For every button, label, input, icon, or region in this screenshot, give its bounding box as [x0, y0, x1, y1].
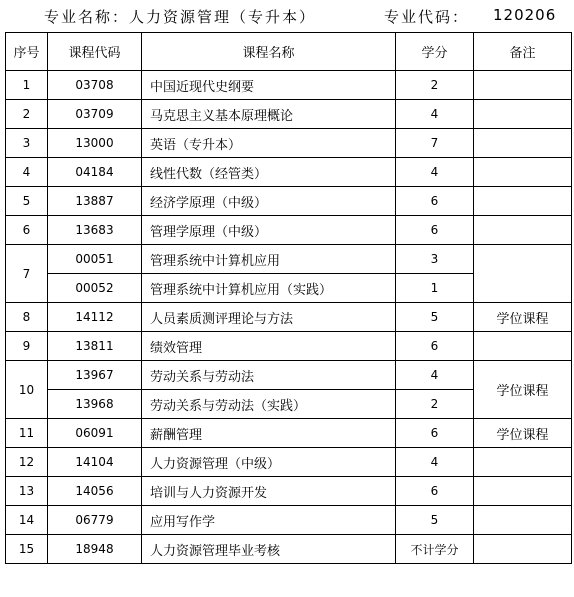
table-row: [6, 535, 572, 564]
course-name: 中国近现代史纲要: [142, 71, 396, 100]
course-name: 管理系统中计算机应用（实践）: [142, 274, 396, 303]
course-credit: 5: [396, 303, 474, 332]
course-code: 13683: [48, 216, 142, 245]
course-name: 劳动关系与劳动法: [142, 361, 396, 390]
course-code: 00051: [48, 245, 142, 274]
course-credit: 2: [396, 390, 474, 419]
course-credit: 4: [396, 100, 474, 129]
course-credit: 7: [396, 129, 474, 158]
row-number: 3: [6, 129, 48, 158]
course-name: 劳动关系与劳动法（实践）: [142, 390, 396, 419]
course-note: [474, 477, 572, 506]
course-note: 学位课程: [474, 303, 572, 332]
row-number: 4: [6, 158, 48, 187]
course-name: 经济学原理（中级）: [142, 187, 396, 216]
course-code: 13967: [48, 361, 142, 390]
course-code: 14104: [48, 448, 142, 477]
col-header-code: 课程代码: [48, 33, 142, 71]
course-table: [5, 32, 572, 564]
course-note: [474, 129, 572, 158]
course-note: [474, 448, 572, 477]
course-name: 线性代数（经管类）: [142, 158, 396, 187]
table-row: [6, 100, 572, 129]
row-number: 5: [6, 187, 48, 216]
col-header-note: 备注: [474, 33, 572, 71]
course-code: 03708: [48, 71, 142, 100]
course-code: 06091: [48, 419, 142, 448]
course-name: 人员素质测评理论与方法: [142, 303, 396, 332]
course-credit: 6: [396, 216, 474, 245]
course-note: [474, 100, 572, 129]
table-header-row: [6, 33, 572, 71]
row-number: 2: [6, 100, 48, 129]
course-credit: 不计学分: [396, 535, 474, 564]
course-note: 学位课程: [474, 419, 572, 448]
table-row: [6, 216, 572, 245]
course-credit: 4: [396, 448, 474, 477]
row-number: 1: [6, 71, 48, 100]
course-code: 14112: [48, 303, 142, 332]
course-name: 人力资源管理（中级）: [142, 448, 396, 477]
course-name: 培训与人力资源开发: [142, 477, 396, 506]
row-number: 10: [6, 361, 48, 419]
course-note: [474, 506, 572, 535]
course-credit: 6: [396, 477, 474, 506]
col-header-name: 课程名称: [142, 33, 396, 71]
major-name: 专业名称：人力资源管理（专升本）: [44, 8, 317, 26]
course-note: [474, 332, 572, 361]
course-note: 学位课程: [474, 361, 572, 419]
course-credit: 6: [396, 419, 474, 448]
row-number: 15: [6, 535, 48, 564]
table-row: [6, 506, 572, 535]
row-number: 13: [6, 477, 48, 506]
col-header-no: 序号: [6, 33, 48, 71]
course-name: 绩效管理: [142, 332, 396, 361]
course-code: 13968: [48, 390, 142, 419]
table-row: [6, 419, 572, 448]
course-note: [474, 71, 572, 100]
col-header-credit: 学分: [396, 33, 474, 71]
table-row: [6, 361, 572, 390]
major-code-label: 专业代码：: [384, 8, 470, 26]
course-code: 13000: [48, 129, 142, 158]
course-code: 03709: [48, 100, 142, 129]
course-credit: 6: [396, 332, 474, 361]
course-note: [474, 187, 572, 216]
course-note: [474, 245, 572, 303]
course-note: [474, 158, 572, 187]
course-name: 人力资源管理毕业考核: [142, 535, 396, 564]
row-number: 11: [6, 419, 48, 448]
course-note: [474, 535, 572, 564]
course-name: 管理系统中计算机应用: [142, 245, 396, 274]
major-code-value: 120206: [493, 6, 557, 24]
course-credit: 4: [396, 361, 474, 390]
table-row: [6, 477, 572, 506]
course-name: 应用写作学: [142, 506, 396, 535]
row-number: 6: [6, 216, 48, 245]
course-credit: 2: [396, 71, 474, 100]
table-row: [6, 303, 572, 332]
row-number: 8: [6, 303, 48, 332]
row-number: 9: [6, 332, 48, 361]
course-code: 13811: [48, 332, 142, 361]
row-number: 14: [6, 506, 48, 535]
course-code: 06779: [48, 506, 142, 535]
table-row: [6, 332, 572, 361]
table-row: [6, 245, 572, 274]
course-credit: 6: [396, 187, 474, 216]
course-name: 管理学原理（中级）: [142, 216, 396, 245]
table-row: [6, 129, 572, 158]
course-code: 04184: [48, 158, 142, 187]
course-name: 马克思主义基本原理概论: [142, 100, 396, 129]
table-row: [6, 187, 572, 216]
table-row: [6, 71, 572, 100]
course-name: 薪酬管理: [142, 419, 396, 448]
course-name: 英语（专升本）: [142, 129, 396, 158]
course-credit: 1: [396, 274, 474, 303]
row-number: 7: [6, 245, 48, 303]
course-code: 00052: [48, 274, 142, 303]
document-header: [0, 0, 574, 32]
course-credit: 5: [396, 506, 474, 535]
course-credit: 4: [396, 158, 474, 187]
course-code: 13887: [48, 187, 142, 216]
table-row: [6, 158, 572, 187]
course-code: 14056: [48, 477, 142, 506]
course-code: 18948: [48, 535, 142, 564]
course-credit: 3: [396, 245, 474, 274]
course-note: [474, 216, 572, 245]
table-row: [6, 448, 572, 477]
row-number: 12: [6, 448, 48, 477]
